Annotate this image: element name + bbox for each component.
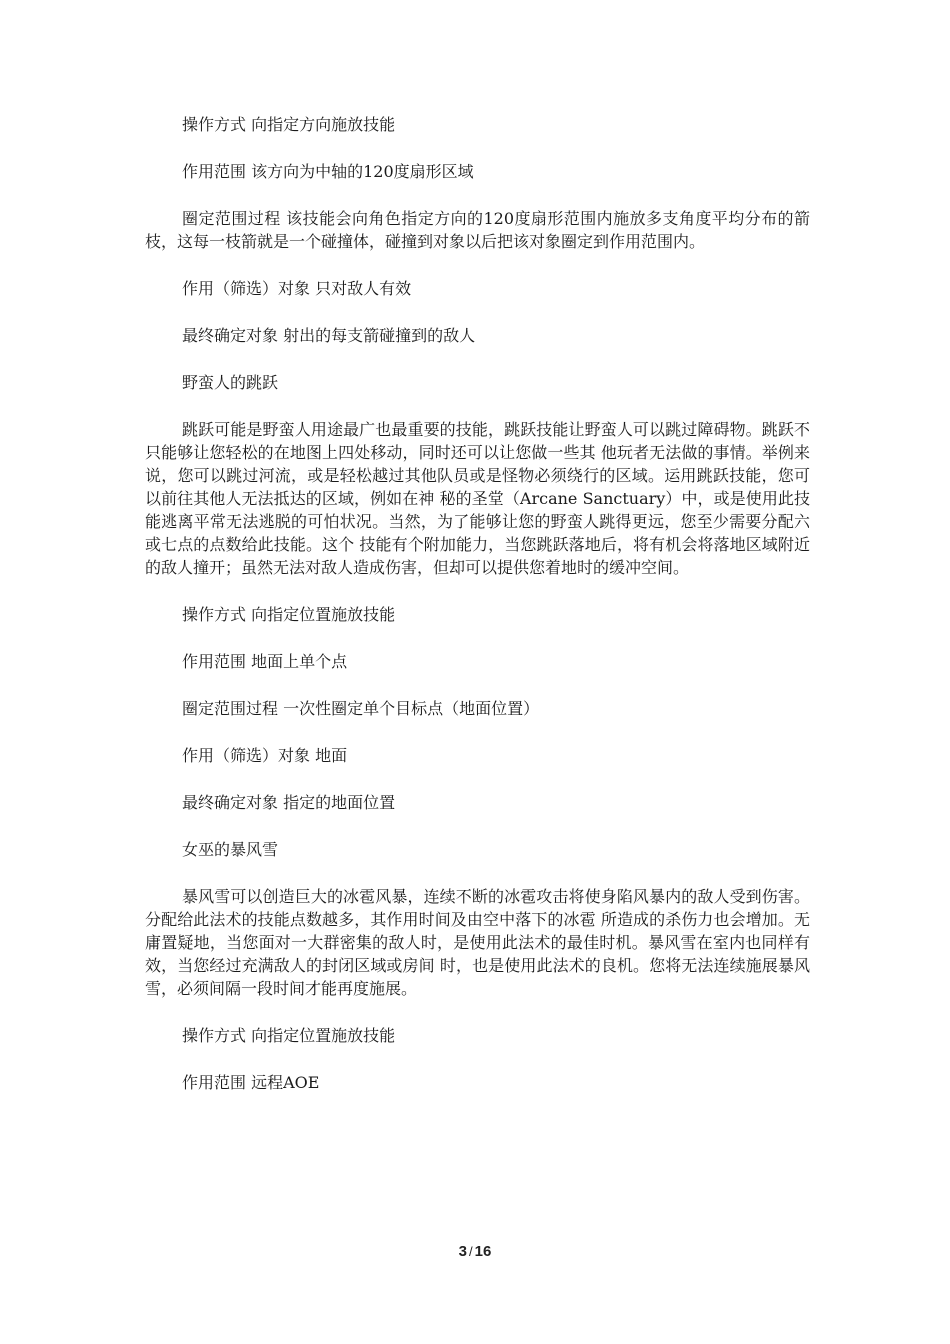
paragraph-final-target: 最终确定对象 射出的每支箭碰撞到的敌人 xyxy=(182,326,476,345)
paragraph-filter-target: 作用（筛选）对象 只对敌人有效 xyxy=(182,279,412,298)
paragraph-operation-mode: 操作方式 向指定位置施放技能 xyxy=(182,1026,396,1045)
paragraph-final-target: 最终确定对象 指定的地面位置 xyxy=(182,793,396,812)
section-heading-sorceress-blizzard: 女巫的暴风雪 xyxy=(182,840,279,859)
paragraph-operation-mode: 操作方式 向指定方向施放技能 xyxy=(182,115,396,134)
total-pages-number: 16 xyxy=(474,1243,492,1260)
paragraph-range-process: 圈定范围过程 该技能会向角色指定方向的120度扇形范围内施放多支角度平均分布的箭枝，这每一枝箭就是一个碰撞体，碰撞到对象以后把该对象圈定到作用范围内。 xyxy=(145,209,810,251)
document-body xyxy=(145,113,810,1118)
page-separator: / xyxy=(469,1244,473,1259)
paragraph-blizzard-description: 暴风雪可以创造巨大的冰雹风暴，连续不断的冰雹攻击将使身陷风暴内的敌人受到伤害。分配给此法术的技能点数越多，其作用时间及由空中落下的冰雹 所造成的杀伤力也会增加。无庸置疑地，当您面对一大群密集的敌人时，是使用此法术的最佳时机。暴风雪在室内也同样有效，当您经过充满敌人的封闭区域或房间 时，也是使用此法术的良机。您将无法连续施展暴风雪，必须间隔一段时间才能再度施展。 xyxy=(145,887,810,998)
current-page-number: 3 xyxy=(458,1243,468,1260)
paragraph-filter-target: 作用（筛选）对象 地面 xyxy=(182,746,348,765)
paragraph-effect-range: 作用范围 地面上单个点 xyxy=(182,652,348,671)
paragraph-effect-range: 作用范围 该方向为中轴的120度扇形区域 xyxy=(182,162,474,181)
paragraph-leap-description: 跳跃可能是野蛮人用途最广也最重要的技能，跳跃技能让野蛮人可以跳过障碍物。跳跃不只能够让您轻松的在地图上四处移动，同时还可以让您做一些其 他玩者无法做的事情。举例来说，您可以跳过河流，或是轻松越过其他队员或是怪物必须绕行的区域。运用跳跃技能，您可以前往其他人无法抵达的区域，例如在神 秘的圣堂（Arcane Sanctuary）中，或是使用此技能逃离平常无法逃脱的可怕状况。当然，为了能够让您的野蛮人跳得更远，您至少需要分配六或七点的点数给此技能。这个 技能有个附加能力，当您跳跃落地后，将有机会将落地区域附近的敌人撞开；虽然无法对敌人造成伤害，但却可以提供您着地时的缓冲空间。 xyxy=(145,420,810,577)
paragraph-effect-range: 作用范围 远程AOE xyxy=(182,1073,320,1092)
paragraph-range-process: 圈定范围过程 一次性圈定单个目标点（地面位置） xyxy=(182,699,540,718)
paragraph-operation-mode: 操作方式 向指定位置施放技能 xyxy=(182,605,396,624)
section-heading-barbarian-leap: 野蛮人的跳跃 xyxy=(182,373,279,392)
page-number xyxy=(0,1243,950,1260)
